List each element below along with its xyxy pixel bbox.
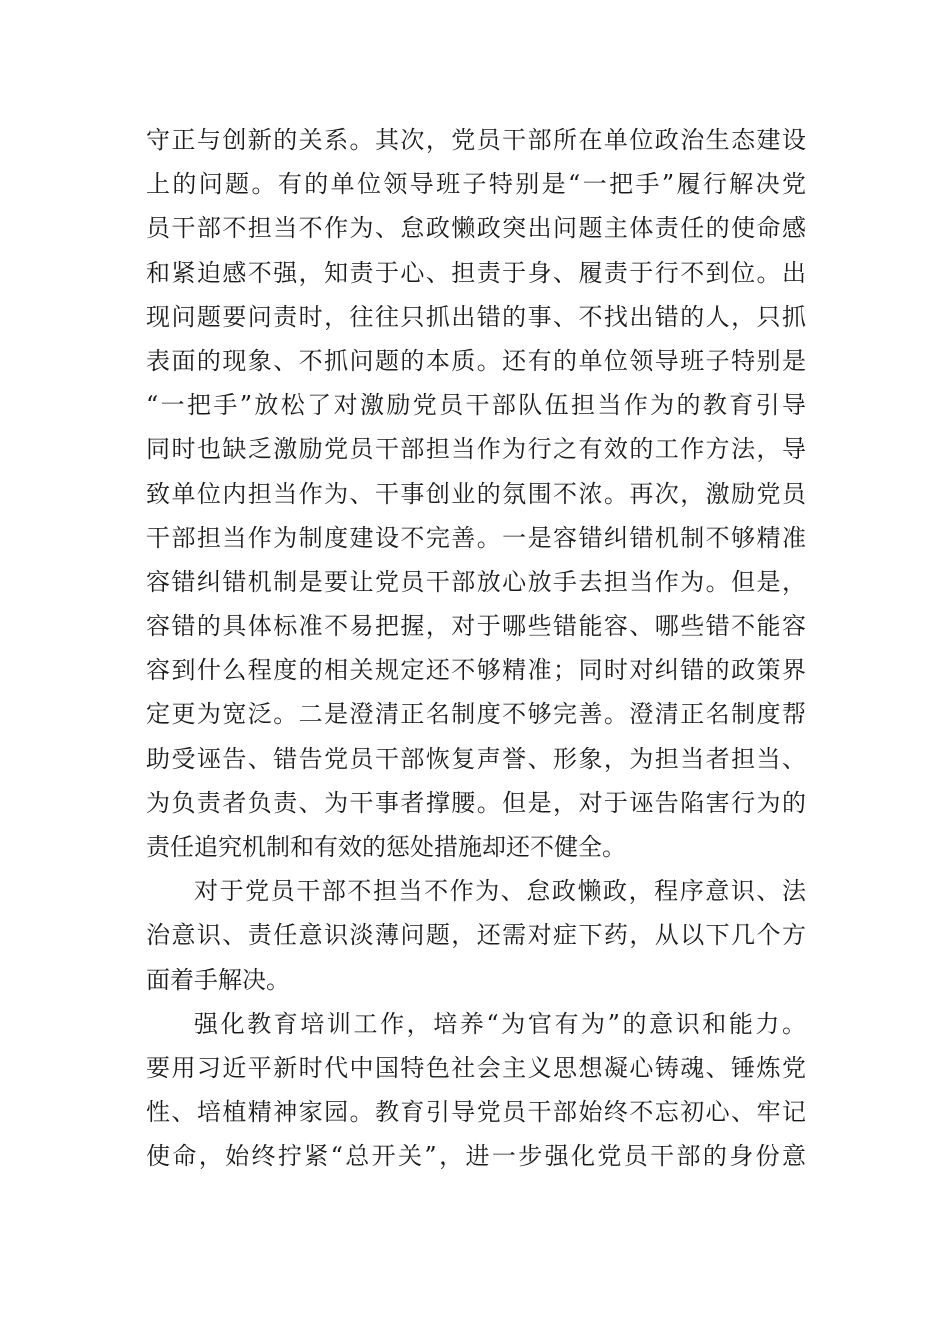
text-line: 容到什么程度的相关规定还不够精准；同时对纠错的政策界 [146,656,806,685]
text-line: 为负责者负责、为干事者撑腰。但是，对于诬告陷害行为的 [146,788,806,817]
text-line: 致单位内担当作为、干事创业的氛围不浓。再次，激励党员 [146,479,806,508]
paragraph [146,118,806,869]
text-line: 员干部不担当不作为、怠政懒政突出问题主体责任的使命感 [146,214,806,243]
text-line: 容错纠错机制是要让党员干部放心放手去担当作为。但是， [146,567,806,596]
text-line: 强化教育培训工作，培养“为官有为”的意识和能力。 [194,1009,806,1038]
text-line: 使命，始终拧紧“总开关”，进一步强化党员干部的身份意 [146,1142,806,1171]
text-line: 要用习近平新时代中国特色社会主义思想凝心铸魂、锤炼党 [146,1053,806,1082]
text-line: “一把手”放松了对激励党员干部队伍担当作为的教育引导 [146,391,806,420]
text-line: 责任追究机制和有效的惩处措施却还不健全。 [146,833,626,861]
text-line: 和紧迫感不强，知责于心、担责于身、履责于行不到位。出 [146,258,806,287]
text-line: 定更为宽泛。二是澄清正名制度不够完善。澄清正名制度帮 [146,700,806,729]
text-line: 干部担当作为制度建设不完善。一是容错纠错机制不够精准 [146,523,806,552]
text-line: 面着手解决。 [146,965,290,994]
text-line: 容错的具体标准不易把握，对于哪些错能容、哪些错不能容 [146,612,806,641]
paragraph [146,869,806,1002]
text-line: 助受诬告、错告党员干部恢复声誉、形象，为担当者担当、 [146,744,806,773]
text-line: 表面的现象、不抓问题的本质。还有的单位领导班子特别是 [146,346,806,375]
text-line: 守正与创新的关系。其次，党员干部所在单位政治生态建设 [146,126,806,154]
text-line: 性、培植精神家园。教育引导党员干部始终不忘初心、牢记 [146,1098,806,1127]
text-line: 上的问题。有的单位领导班子特别是“一把手”履行解决党 [146,170,806,199]
document-body [146,118,806,1179]
text-line: 治意识、责任意识淡薄问题，还需对症下药，从以下几个方 [146,921,806,950]
text-line: 对于党员干部不担当不作为、怠政懒政，程序意识、法 [194,877,806,906]
text-line: 现问题要问责时，往往只抓出错的事、不找出错的人，只抓 [146,302,806,331]
paragraph [146,1002,806,1179]
text-line: 同时也缺乏激励党员干部担当作为行之有效的工作方法，导 [146,435,806,464]
